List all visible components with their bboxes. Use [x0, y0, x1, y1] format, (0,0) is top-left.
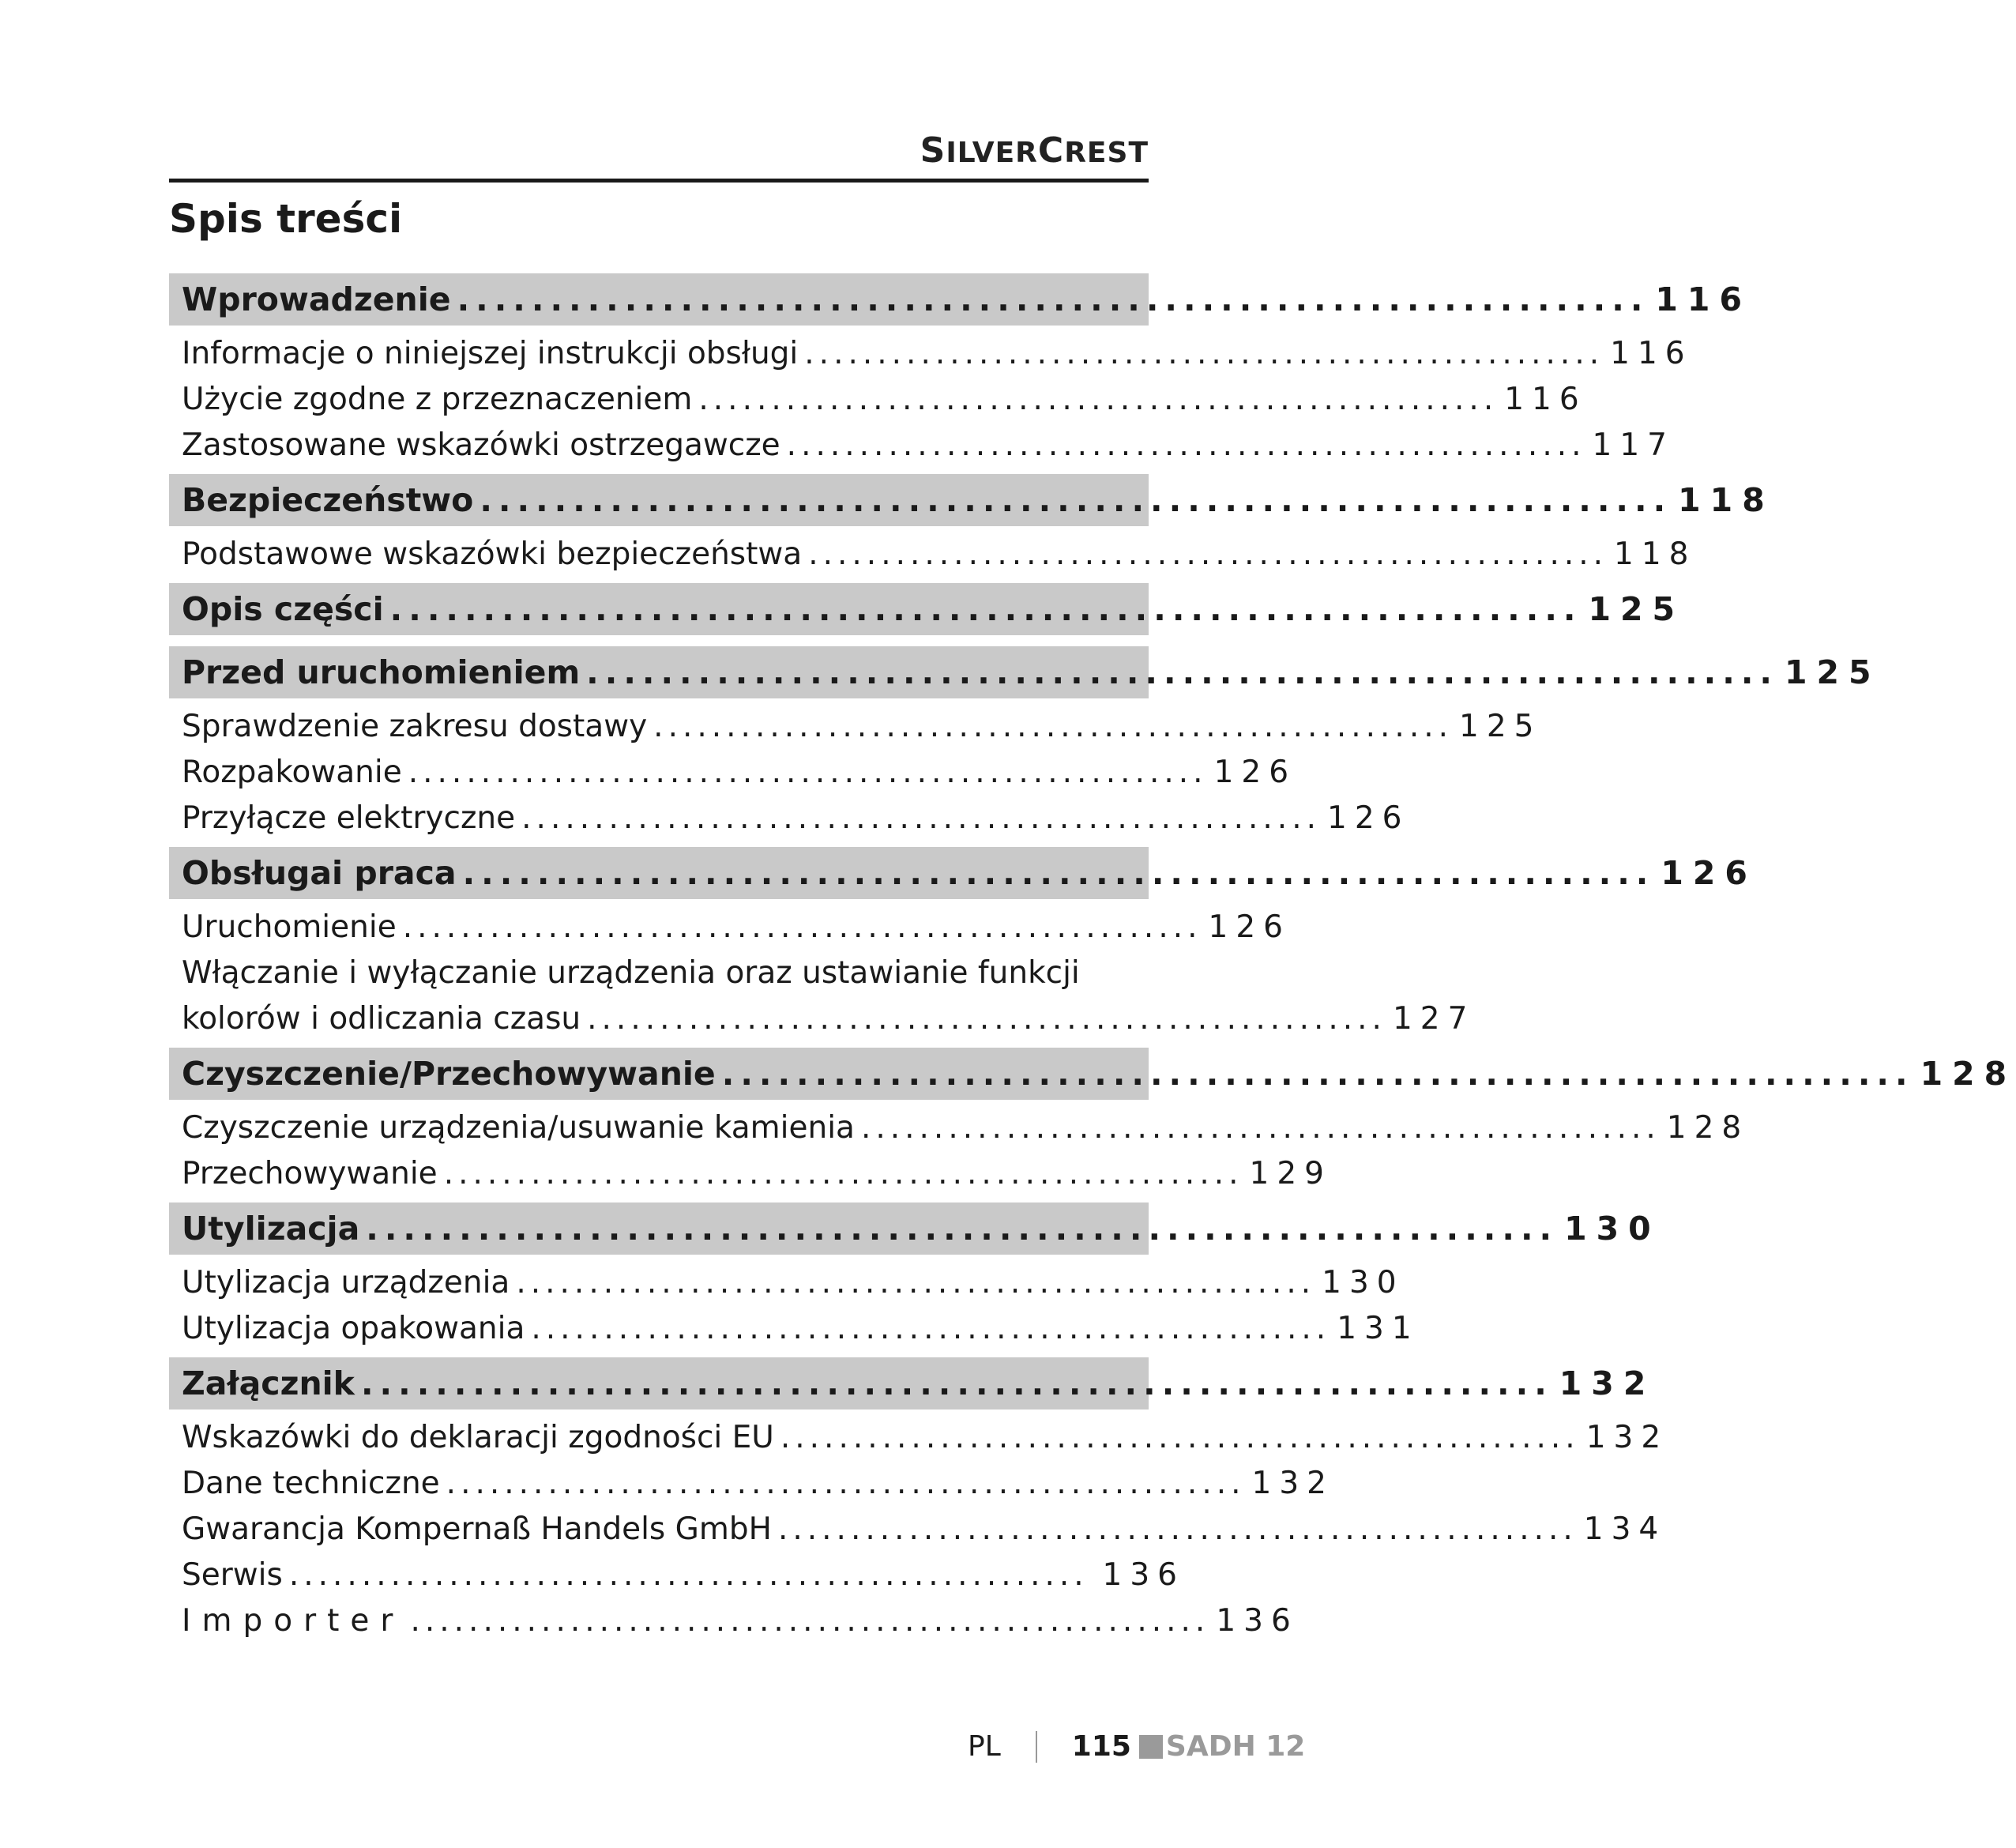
toc-entry[interactable]: Gwarancja Kompernaß Handels GmbH ....................................................... 134: [182, 1511, 1667, 1547]
toc-entry[interactable]: Dane techniczne ....................................................... 132: [182, 1466, 1334, 1501]
toc-entry[interactable]: Importer ....................................................... 136: [182, 1603, 1299, 1639]
toc-section-header[interactable]: Czyszczenie/Przechowywanie ................................................................ 128: [169, 1048, 1149, 1100]
toc-section-header[interactable]: Bezpieczeństwo ................................................................ 118: [169, 474, 1149, 526]
toc-section-obsluga-praca: [169, 847, 1757, 1037]
toc-section-header[interactable]: Obsługai praca ................................................................ 126: [169, 847, 1149, 899]
toc-entry-line1[interactable]: Włączanie i wyłączanie urządzenia oraz ustawianie funkcji: [182, 955, 1080, 991]
page-footer: [968, 1730, 1305, 1763]
square-marker-icon: [1139, 1735, 1163, 1759]
model-code: SADH 12: [1165, 1730, 1306, 1763]
toc-entry[interactable]: Rozpakowanie ....................................................... 126: [182, 755, 1297, 790]
footer-divider: [1036, 1731, 1037, 1763]
toc-entry[interactable]: Czyszczenie urządzenia/usuwanie kamienia ....................................................... 128: [182, 1110, 1750, 1146]
toc-entry[interactable]: Użycie zgodne z przeznaczeniem ....................................................... 116: [182, 382, 1587, 417]
toc-entry[interactable]: Utylizacja opakowania ....................................................... 131: [182, 1311, 1420, 1346]
toc-section-header[interactable]: Załącznik ................................................................ 132: [169, 1357, 1149, 1410]
toc-entry[interactable]: Sprawdzenie zakresu dostawy ....................................................... 125: [182, 709, 1542, 744]
toc-section-header[interactable]: Opis części ................................................................ 125: [169, 583, 1149, 635]
toc-section-header[interactable]: Wprowadzenie ................................................................ 116: [169, 273, 1149, 326]
header-rule: [169, 179, 1149, 183]
toc-section-header[interactable]: Przed uruchomieniem ................................................................ 125: [169, 646, 1149, 698]
toc-section-przed-uruchomieniem: [169, 646, 1881, 836]
toc-section-utylizacja: [169, 1203, 1661, 1346]
toc-entry[interactable]: Podstawowe wskazówki bezpieczeństwa ....................................................... 118: [182, 536, 1697, 572]
toc-entry[interactable]: Serwis ....................................................... 136: [182, 1557, 1185, 1593]
language-code: PL: [968, 1730, 1001, 1763]
toc-entry[interactable]: Wskazówki do deklaracji zgodności EU ....................................................... 132: [182, 1420, 1669, 1455]
toc-section-wprowadzenie: [169, 273, 1751, 463]
toc-section-header[interactable]: Utylizacja ................................................................ 130: [169, 1203, 1149, 1255]
toc-entry[interactable]: Utylizacja urządzenia ....................................................... 130: [182, 1265, 1405, 1300]
toc-entry[interactable]: Przyłącze elektryczne ....................................................... 126: [182, 800, 1410, 836]
page-number: 115: [1071, 1730, 1131, 1763]
page-title: Spis treści: [169, 196, 403, 242]
toc-entry[interactable]: Uruchomienie ....................................................... 126: [182, 909, 1291, 945]
brand-logo: SILVERCREST: [920, 130, 1149, 171]
toc-section-bezpieczenstwo: [169, 474, 1774, 572]
table-of-contents: [169, 273, 2016, 1650]
toc-entry-line2[interactable]: kolorów i odliczania czasu ....................................................... 127: [182, 1001, 1476, 1037]
toc-section-opis-czesci: [169, 583, 1685, 635]
toc-section-zalacznik: [169, 1357, 1669, 1639]
toc-entry[interactable]: Zastosowane wskazówki ostrzegawcze ....................................................... 117: [182, 427, 1675, 463]
toc-entry[interactable]: Informacje o niniejszej instrukcji obsługi ....................................................... 116: [182, 336, 1693, 371]
toc-section-czyszczenie: [169, 1048, 2016, 1191]
toc-entry[interactable]: Przechowywanie ....................................................... 129: [182, 1156, 1332, 1191]
